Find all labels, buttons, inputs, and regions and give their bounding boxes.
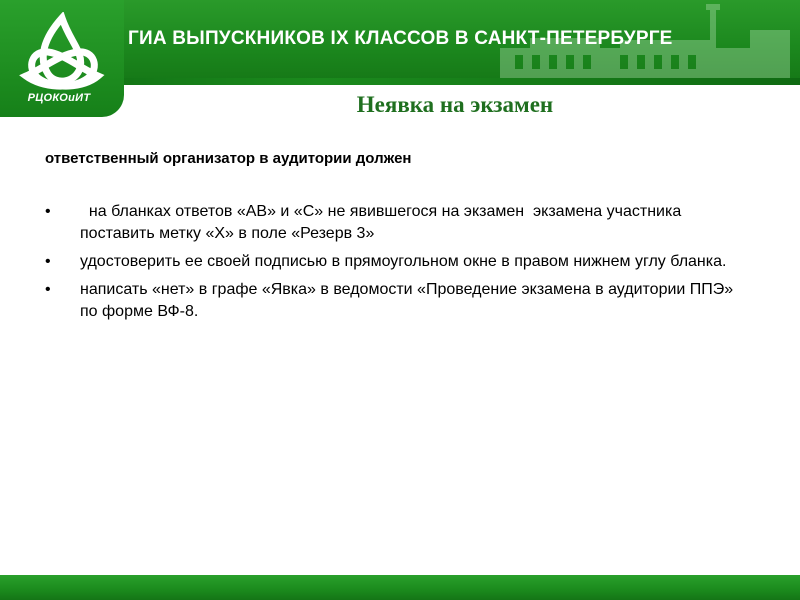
list-item-text: написать «нет» в графе «Явка» в ведомости «Проведение экзамена в аудитории ППЭ» по форме ВФ-8. [80,281,734,320]
bullet-list [45,201,745,323]
footer-bar [0,575,800,600]
trinity-knot-logo-icon [18,12,106,92]
list-item [45,279,745,323]
logo[interactable] [0,0,124,117]
lead-text: ответственный организатор в аудитории должен [45,150,412,167]
slide-content [45,150,745,329]
bullet-mark: • [45,281,51,298]
bullet-mark: • [45,253,51,270]
bullet-mark: • [45,203,51,220]
list-item-text: удостоверить ее своей подписью в прямоугольном окне в правом нижнем углу бланка. [80,253,727,270]
list-item [45,201,745,245]
header-title: ГИА ВЫПУСКНИКОВ IX КЛАССОВ В САНКТ-ПЕТЕРБУРГЕ [128,28,673,49]
logo-label: РЦОКОиИТ [27,92,91,104]
list-item [45,251,745,273]
list-item-text: на бланках ответов «АВ» и «С» не явившегося на экзамен экзамена участника поставить метку «Х» в поле «Резерв 3» [80,203,686,242]
slide-title: Неявка на экзамен [356,92,554,117]
